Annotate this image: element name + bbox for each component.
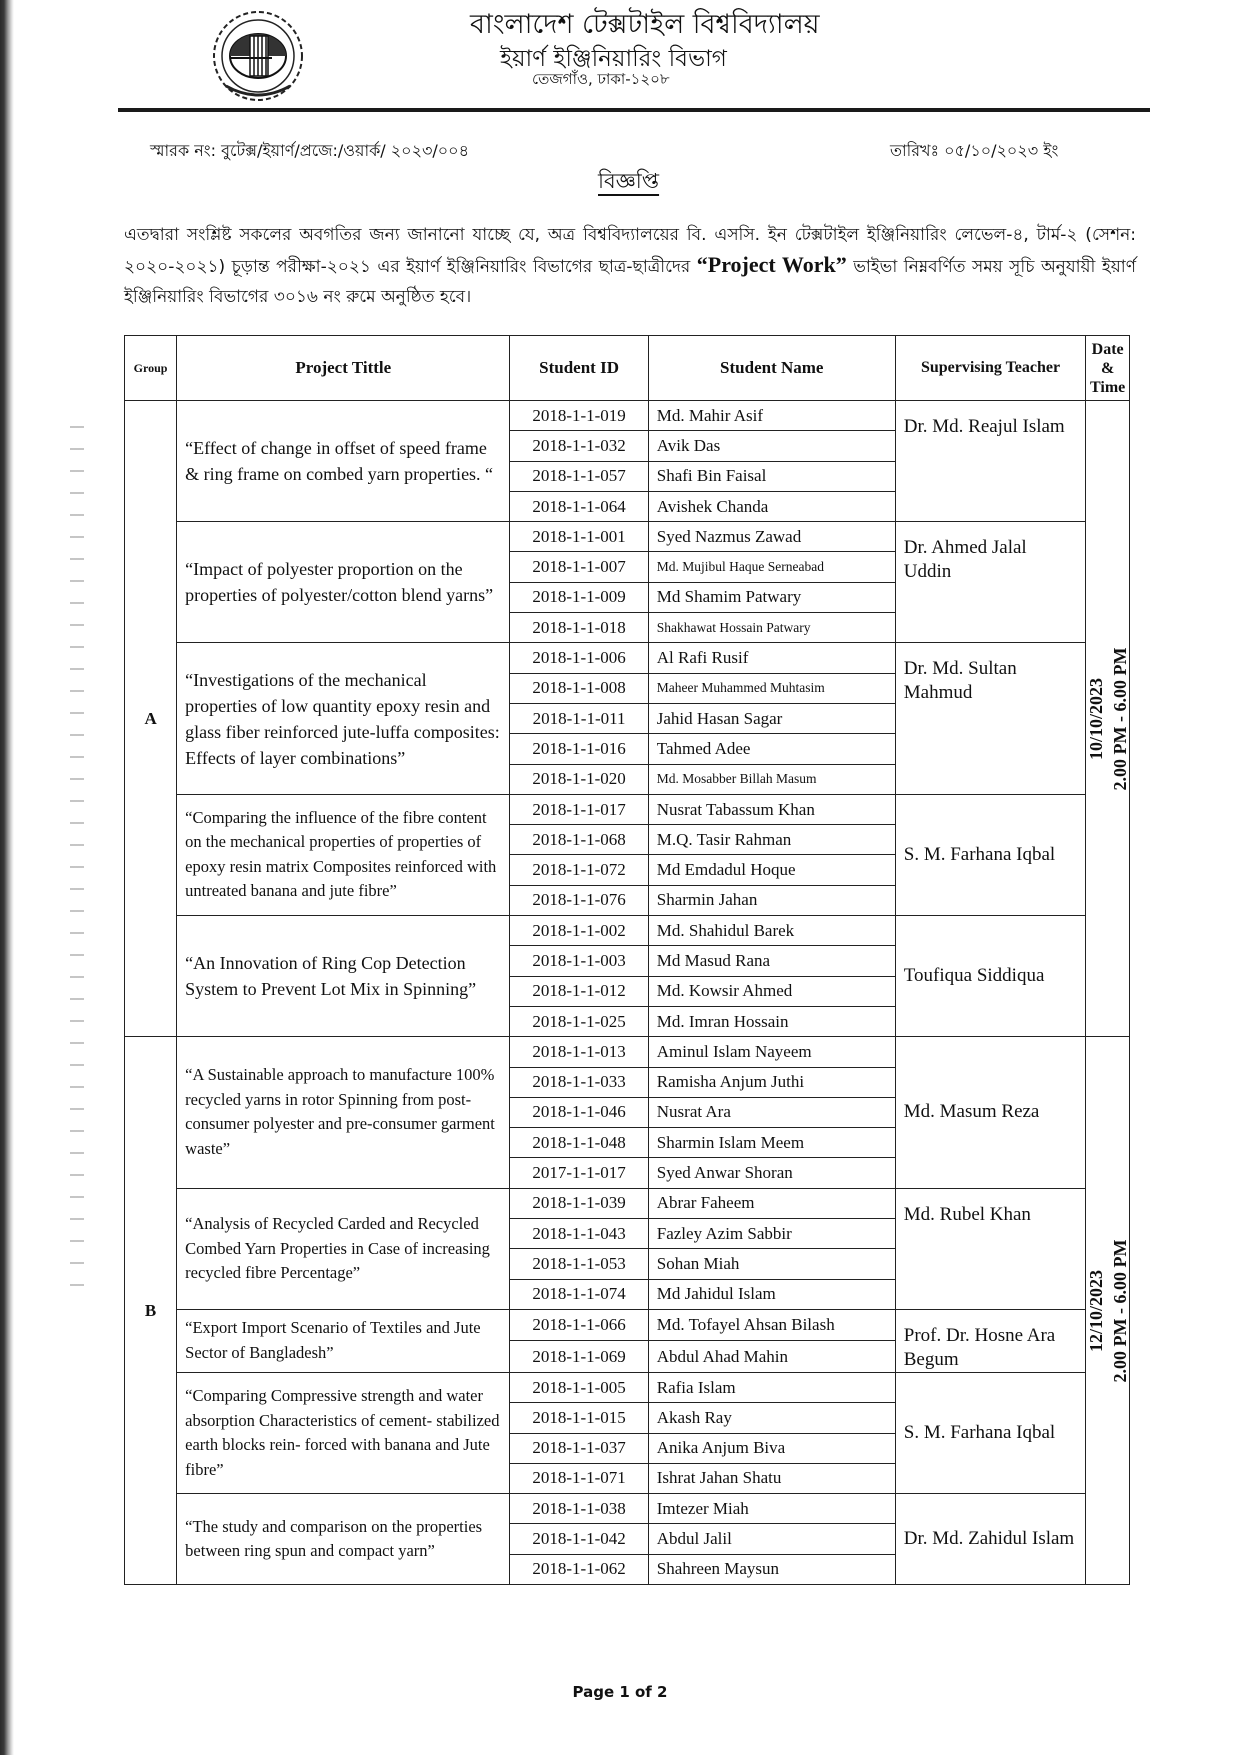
notice-body-highlight: “Project Work” (696, 252, 847, 277)
student-id: 2018-1-1-043 (510, 1219, 648, 1249)
date-time-cell (1086, 401, 1130, 1037)
student-name: Anika Anjum Biva (648, 1433, 895, 1463)
student-name: M.Q. Tasir Rahman (648, 825, 895, 855)
student-name: Fazley Azim Sabbir (648, 1219, 895, 1249)
student-name: Maheer Muhammed Muhtasim (648, 673, 895, 703)
student-name: Nusrat Tabassum Khan (648, 794, 895, 824)
supervising-teacher: Dr. Md. Reajul Islam (895, 401, 1086, 522)
supervising-teacher: Dr. Md. Zahidul Islam (895, 1494, 1086, 1585)
student-name: Aminul Islam Nayeem (648, 1037, 895, 1067)
student-name: Nusrat Ara (648, 1097, 895, 1127)
student-id: 2018-1-1-064 (510, 491, 648, 521)
student-name: Abrar Faheem (648, 1188, 895, 1218)
student-id: 2018-1-1-038 (510, 1494, 648, 1524)
notice-title: বিজ্ঞপ্তি (598, 169, 660, 193)
page-number: Page 1 of 2 (572, 1683, 668, 1701)
student-id: 2018-1-1-019 (510, 401, 648, 431)
supervising-teacher: Md. Masum Reza (895, 1037, 1086, 1188)
student-id: 2018-1-1-003 (510, 946, 648, 976)
student-id: 2018-1-1-008 (510, 673, 648, 703)
student-id: 2018-1-1-002 (510, 916, 648, 946)
university-logo-icon (206, 8, 310, 108)
student-id: 2018-1-1-057 (510, 461, 648, 491)
table-body (125, 401, 1130, 1585)
student-name: Md. Kowsir Ahmed (648, 976, 895, 1006)
university-name: বাংলাদেশ টেক্সটাইল বিশ্ববিদ্যালয় (470, 9, 820, 40)
student-id: 2018-1-1-048 (510, 1128, 648, 1158)
student-id: 2018-1-1-037 (510, 1433, 648, 1463)
student-id: 2018-1-1-007 (510, 552, 648, 582)
student-name: Md. Mosabber Billah Masum (648, 764, 895, 794)
group-label: A (125, 401, 177, 1037)
supervising-teacher: S. M. Farhana Iqbal (895, 794, 1086, 915)
student-name: Sohan Miah (648, 1249, 895, 1279)
viva-date: 12/10/2023 (1085, 1269, 1106, 1352)
student-id: 2018-1-1-053 (510, 1249, 648, 1279)
table-row (125, 916, 1130, 946)
supervising-teacher: Md. Rubel Khan (895, 1188, 1086, 1309)
student-name: Abdul Jalil (648, 1524, 895, 1554)
table-row (125, 1494, 1130, 1524)
student-name: Rafia Islam (648, 1372, 895, 1402)
viva-schedule-table (124, 335, 1130, 1585)
notice-body-text-2: ভাইভা নিম্নবর্ণিত সময় সূচি অনুযায়ী ইয়ার্ণ ইঞ্জিনিয়ারিং বিভাগের ৩০১৬ নং রুমে অনুষ্ঠিত হবে। (124, 257, 1136, 307)
student-id: 2018-1-1-069 (510, 1341, 648, 1373)
table-header-row (125, 336, 1130, 401)
project-title: “The study and comparison on the properties between ring spun and compact yarn” (177, 1494, 510, 1585)
notice-body-text-1: এতদ্বারা সংশ্লিষ্ট সকলের অবগতির জন্য জানানো যাচ্ছে যে, অত্র বিশ্ববিদ্যালয়ের বি. এসসি. ইন টেক্সটাইল ইঞ্জিনিয়ারিং লেভেল-৪, টার্ম-২ (সেশন: ২০২০-২০২১) চূড়ান্ত পরীক্ষা-২০২১ এর ইয়ার্ণ ইঞ্জিনিয়ারিং বিভাগের ছাত্র-ছাত্রীদের (124, 225, 1136, 277)
scan-artifact (70, 420, 84, 1300)
project-title: “Investigations of the mechanical properties of low quantity epoxy resin and glass fiber reinforced jute-luffa composites: Effects of layer combinations” (177, 643, 510, 794)
student-id: 2018-1-1-017 (510, 794, 648, 824)
viva-time: 2.00 PM - 6.00 PM (1109, 1239, 1130, 1383)
student-id: 2018-1-1-042 (510, 1524, 648, 1554)
student-name: Sharmin Islam Meem (648, 1128, 895, 1158)
table-row (125, 1188, 1130, 1218)
student-name: Shakhawat Hossain Patwary (648, 613, 895, 643)
student-name: Md. Mahir Asif (648, 401, 895, 431)
project-title: “An Innovation of Ring Cop Detection System to Prevent Lot Mix in Spinning” (177, 916, 510, 1037)
project-title: “Effect of change in offset of speed frame & ring frame on combed yarn properties. “ (177, 401, 510, 522)
memo-reference: স্মারক নং: বুটেক্স/ইয়ার্ণ/প্রজে:/ওয়ার্ক/ ২০২৩/০০৪ (150, 141, 469, 160)
student-id: 2018-1-1-076 (510, 885, 648, 915)
student-id: 2018-1-1-066 (510, 1309, 648, 1341)
header-student-id: Student ID (510, 336, 648, 401)
student-id: 2018-1-1-013 (510, 1037, 648, 1067)
supervising-teacher: Toufiqua Siddiqua (895, 916, 1086, 1037)
student-id: 2018-1-1-005 (510, 1372, 648, 1402)
student-name: Shahreen Maysun (648, 1554, 895, 1584)
student-id: 2018-1-1-025 (510, 1006, 648, 1036)
table-row (125, 1372, 1130, 1402)
viva-date: 10/10/2023 (1085, 677, 1106, 760)
student-name: Md. Shahidul Barek (648, 916, 895, 946)
table-row (125, 1309, 1130, 1341)
student-name: Abdul Ahad Mahin (648, 1341, 895, 1373)
student-id: 2018-1-1-074 (510, 1279, 648, 1309)
student-name: Shafi Bin Faisal (648, 461, 895, 491)
address: তেজগাঁও, ঢাকা-১২০৮ (532, 70, 670, 88)
student-name: Sharmin Jahan (648, 885, 895, 915)
supervising-teacher: S. M. Farhana Iqbal (895, 1372, 1086, 1493)
student-name: Md Jahidul Islam (648, 1279, 895, 1309)
student-name: Al Rafi Rusif (648, 643, 895, 673)
header-project-title: Project Tittle (177, 336, 510, 401)
student-id: 2018-1-1-072 (510, 855, 648, 885)
student-name: Jahid Hasan Sagar (648, 703, 895, 733)
student-name: Avishek Chanda (648, 491, 895, 521)
student-id: 2017-1-1-017 (510, 1158, 648, 1188)
student-name: Ramisha Anjum Juthi (648, 1067, 895, 1097)
viva-schedule-vertical (1084, 1239, 1132, 1382)
viva-schedule-vertical (1084, 647, 1132, 790)
student-name: Md Emdadul Hoque (648, 855, 895, 885)
student-name: Imtezer Miah (648, 1494, 895, 1524)
memo-date: তারিখঃ ০৫/১০/২০২৩ ইং (890, 141, 1059, 160)
group-label: B (125, 1037, 177, 1585)
viva-time: 2.00 PM - 6.00 PM (1109, 647, 1130, 791)
supervising-teacher: Dr. Md. Sultan Mahmud (895, 643, 1086, 794)
table-row (125, 1037, 1130, 1067)
date-time-cell (1086, 1037, 1130, 1585)
student-id: 2018-1-1-039 (510, 1188, 648, 1218)
supervising-teacher: Dr. Ahmed Jalal Uddin (895, 522, 1086, 643)
project-title: “Comparing Compressive strength and water absorption Characteristics of cement- stabilized earth blocks rein- forced with banana and Jute fibre” (177, 1372, 510, 1493)
student-id: 2018-1-1-016 (510, 734, 648, 764)
student-id: 2018-1-1-012 (510, 976, 648, 1006)
student-name: Tahmed Adee (648, 734, 895, 764)
student-id: 2018-1-1-018 (510, 613, 648, 643)
student-id: 2018-1-1-009 (510, 582, 648, 612)
student-id: 2018-1-1-071 (510, 1463, 648, 1493)
student-name: Md Shamim Patwary (648, 582, 895, 612)
student-name: Md. Imran Hossain (648, 1006, 895, 1036)
project-title: “Export Import Scenario of Textiles and Jute Sector of Bangladesh” (177, 1309, 510, 1372)
student-id: 2018-1-1-062 (510, 1554, 648, 1584)
header-date-time: Date & Time (1086, 336, 1130, 401)
table-row (125, 522, 1130, 552)
scan-shadow-edge (0, 0, 14, 1755)
student-id: 2018-1-1-032 (510, 431, 648, 461)
student-id: 2018-1-1-006 (510, 643, 648, 673)
student-name: Syed Nazmus Zawad (648, 522, 895, 552)
student-id: 2018-1-1-011 (510, 703, 648, 733)
header-divider (118, 108, 1150, 112)
student-name: Akash Ray (648, 1403, 895, 1433)
student-id: 2018-1-1-068 (510, 825, 648, 855)
project-title: “Impact of polyester proportion on the properties of polyester/cotton blend yarns” (177, 522, 510, 643)
notice-body (124, 220, 1136, 312)
header-supervising-teacher: Supervising Teacher (895, 336, 1086, 401)
project-title: “Comparing the influence of the fibre content on the mechanical properties of properties of epoxy resin matrix Composites reinforced with untreated banana and jute fibre” (177, 794, 510, 915)
student-name: Avik Das (648, 431, 895, 461)
project-title: “Analysis of Recycled Carded and Recycled Combed Yarn Properties in Case of increasing recycled fibre Percentage” (177, 1188, 510, 1309)
student-id: 2018-1-1-015 (510, 1403, 648, 1433)
header-group: Group (125, 336, 177, 401)
header-student-name: Student Name (648, 336, 895, 401)
department-name: ইয়ার্ণ ইঞ্জিনিয়ারিং বিভাগ (500, 46, 727, 72)
student-name: Ishrat Jahan Shatu (648, 1463, 895, 1493)
supervising-teacher: Prof. Dr. Hosne Ara Begum (895, 1309, 1086, 1372)
student-id: 2018-1-1-020 (510, 764, 648, 794)
student-name: Md. Mujibul Haque Serneabad (648, 552, 895, 582)
table-row (125, 401, 1130, 431)
student-name: Syed Anwar Shoran (648, 1158, 895, 1188)
project-title: “A Sustainable approach to manufacture 100% recycled yarns in rotor Spinning from post-consumer polyester and pre-consumer garment waste” (177, 1037, 510, 1188)
student-id: 2018-1-1-046 (510, 1097, 648, 1127)
table-row (125, 643, 1130, 673)
student-name: Md Masud Rana (648, 946, 895, 976)
student-name: Md. Tofayel Ahsan Bilash (648, 1309, 895, 1341)
student-id: 2018-1-1-001 (510, 522, 648, 552)
student-id: 2018-1-1-033 (510, 1067, 648, 1097)
table-row (125, 794, 1130, 824)
